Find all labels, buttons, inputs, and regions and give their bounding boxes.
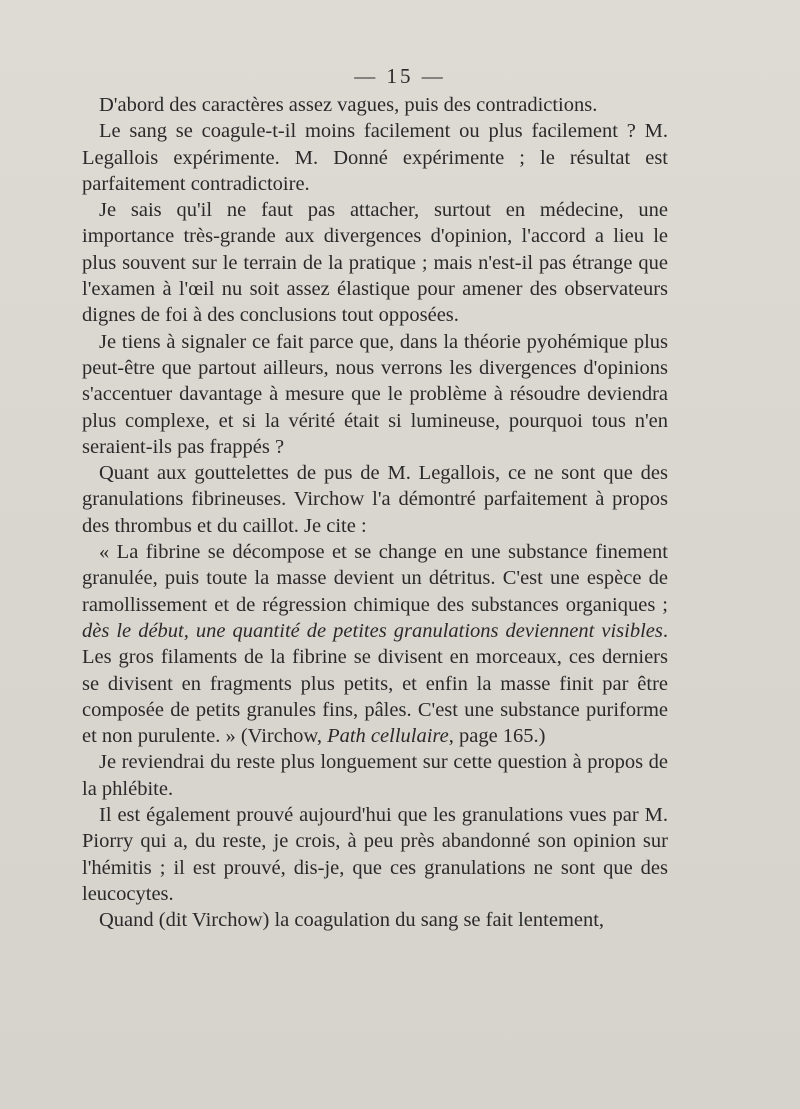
quote-text-2: . Les gros filaments de la fibrine se divisent en morceaux, ces derniers se divisent en fragments plus petits, et enfin la masse finit par être composée de petits granules fins, pâles. C'est une substance puriforme et non purulente. » (Virchow, [82,619,668,748]
body-text [82,92,668,934]
paragraph-3: Je sais qu'il ne faut pas attacher, surtout en médecine, une importance très-grande aux divergences d'opinion, l'accord a lieu le plus souvent sur le terrain de la pratique ; mais n'est-il pas étrange que l'examen à l'œil nu soit assez élastique pour amener des observateurs dignes de foi à des conclusions tout opposées. [82,199,668,327]
virchow-quote [82,539,668,749]
quote-text-1: « La fibrine se décompose et se change en une substance finement granulée, puis toute la masse devient un détritus. C'est une espèce de ramollissement et de régression chimique des substances organiques ; [82,541,668,616]
paragraph-5: Quant aux gouttelettes de pus de M. Legallois, ce ne sont que des granulations fibrineuses. Virchow l'a démontré parfaitement à propos des thrombus et du caillot. Je cite : [82,462,668,537]
paragraph-6: Je reviendrai du reste plus longuement sur cette question à propos de la phlébite. [82,751,668,800]
quote-reference-title: Path cellulaire [327,725,449,748]
paragraph-1: D'abord des caractères assez vagues, puis des contradictions. [99,94,598,116]
quote-italic: dès le début, une quantité de petites granulations deviennent visibles [82,619,663,642]
paragraph-4: Je tiens à signaler ce fait parce que, dans la théorie pyohémique plus peut-être que partout ailleurs, nous verrons les divergences d'opinions s'accentuer davantage à mesure que le problème à résoudre deviendra plus complexe, et si la vérité était si lumineuse, pourquoi tous n'en seraient-ils pas frappés ? [82,330,668,458]
paragraph-2: Le sang se coagule-t-il moins facilement ou plus facilement ? M. Legallois expérimente. M. Donné expérimente ; le résultat est parfaitement contradictoire. [82,120,668,195]
page-number: — 15 — [354,64,446,88]
quote-text-3: , page 165.) [448,725,546,748]
paragraph-8: Quand (dit Virchow) la coagulation du sang se fait lentement, [99,909,605,932]
paragraph-7: Il est également prouvé aujourd'hui que les granulations vues par M. Piorry qui a, du reste, je crois, à peu près abandonné son opinion sur l'hémitis ; il est prouvé, dis-je, que ces granulations ne sont que des leucocytes. [82,804,668,905]
